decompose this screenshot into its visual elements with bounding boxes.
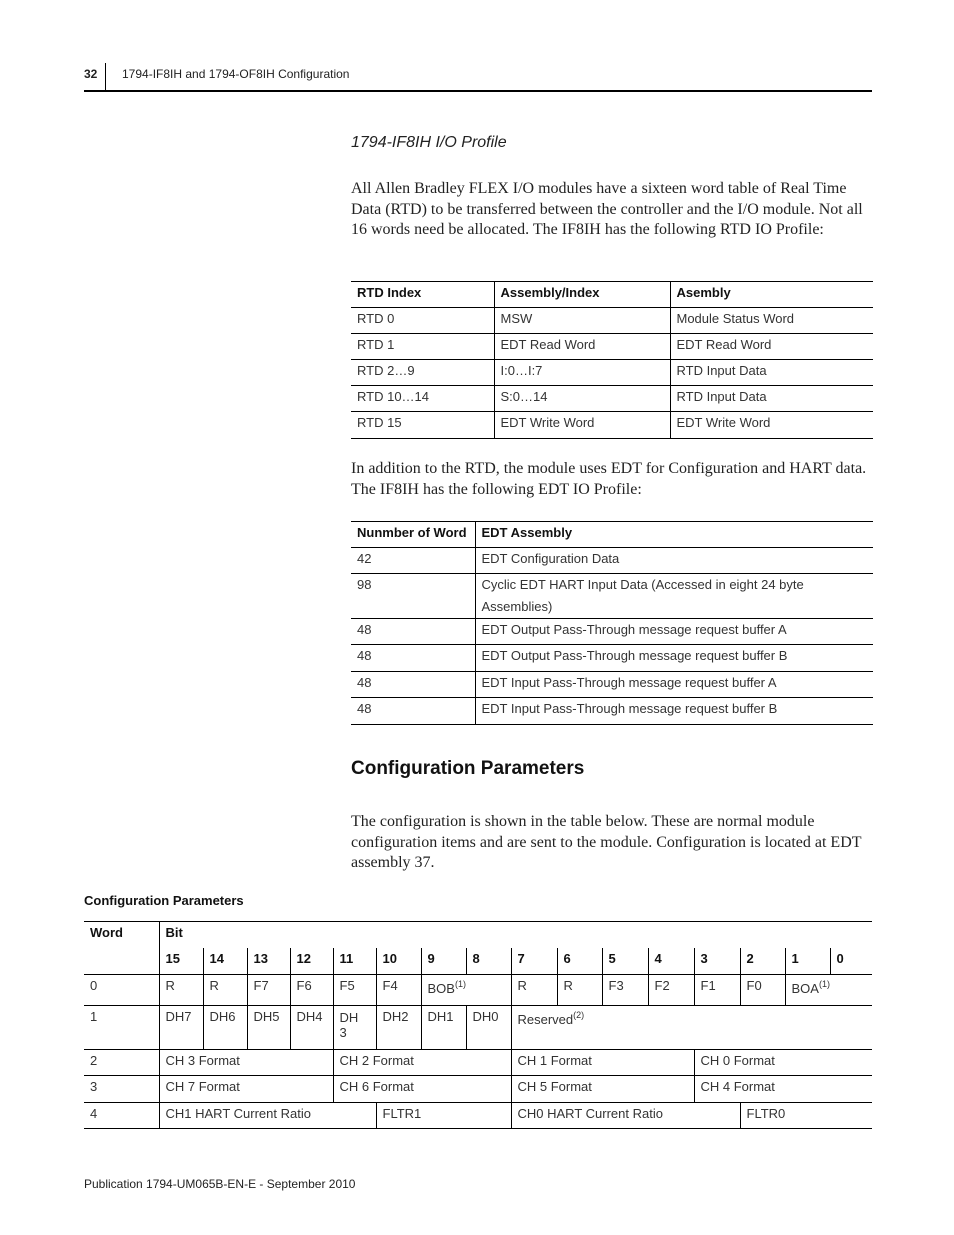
table-cell: DH4: [290, 1006, 333, 1050]
bit-15: 15: [159, 948, 203, 975]
rtd-header-assembly: Asembly: [670, 282, 873, 308]
table-row: [351, 672, 873, 698]
table-cell: 48: [357, 622, 372, 637]
table-cell: FLTR1: [376, 1103, 511, 1129]
running-title: 1794-IF8IH and 1794-OF8IH Configuration: [122, 67, 350, 81]
table-cell: CH 7 Format: [159, 1076, 333, 1103]
table-cell: R: [511, 975, 557, 1006]
table-cell: F2: [648, 975, 694, 1006]
header-divider: [105, 63, 106, 92]
table-cell: F7: [247, 975, 290, 1006]
table-cell: DH5: [247, 1006, 290, 1050]
table-cell: DH6: [203, 1006, 247, 1050]
table-cell: 42: [357, 551, 372, 566]
table-row: [84, 1006, 872, 1050]
table-cell: I:0…I:7: [494, 360, 670, 386]
bit-5: 5: [602, 948, 648, 975]
table-cell: RTD 1: [357, 337, 395, 352]
table-cell: CH 3 Format: [159, 1050, 333, 1076]
table-row: [351, 308, 873, 334]
io-profile-heading: 1794-IF8IH I/O Profile: [351, 134, 507, 151]
table-cell: R: [557, 975, 602, 1006]
table-row: [351, 574, 873, 619]
table-row: [351, 698, 873, 725]
table-cell: CH 1 Format: [511, 1050, 694, 1076]
rtd-table: [351, 281, 873, 439]
table-cell: CH1 HART Current Ratio: [159, 1103, 376, 1129]
table-cell: Cyclic EDT HART Input Data (Accessed in eight 24 byte Assemblies): [475, 574, 873, 619]
table-cell: EDT Write Word: [670, 412, 873, 439]
config-header-word: Word: [90, 925, 123, 940]
table-cell: CH 2 Format: [333, 1050, 511, 1076]
word-cell: 3: [90, 1079, 98, 1094]
word-cell: 1: [90, 1009, 98, 1024]
table-cell: CH 0 Format: [694, 1050, 872, 1076]
bit-3: 3: [694, 948, 740, 975]
table-row: [351, 360, 873, 386]
word-cell: 0: [90, 978, 98, 993]
table-cell: EDT Output Pass-Through message request buffer B: [475, 645, 873, 672]
reserved-cell: [511, 1006, 872, 1050]
footer-publication: Publication 1794-UM065B-EN-E - September 2010: [84, 1177, 356, 1191]
bit-10: 10: [376, 948, 421, 975]
table-cell: EDT Write Word: [494, 412, 670, 439]
page-number: 32: [84, 67, 98, 81]
bit-7: 7: [511, 948, 557, 975]
header-rule: [84, 90, 872, 92]
word-cell: 2: [90, 1053, 98, 1068]
table-cell: RTD 2…9: [357, 363, 415, 378]
table-cell: FLTR0: [740, 1103, 872, 1129]
boa-footnote: (1): [818, 979, 830, 989]
bit-1: 1: [785, 948, 830, 975]
edt-header-number: Nunmber of Word: [357, 525, 467, 540]
bit-6: 6: [557, 948, 602, 975]
table-cell: DH7: [159, 1006, 203, 1050]
table-cell: RTD Input Data: [670, 360, 873, 386]
table-cell: EDT Read Word: [670, 334, 873, 360]
bit-4: 4: [648, 948, 694, 975]
config-heading: Configuration Parameters: [351, 758, 585, 779]
edt-intro: In addition to the RTD, the module uses EDT for Configuration and HART data. The IF8IH has the following EDT IO Profile:: [351, 460, 867, 498]
bob-cell: [421, 975, 511, 1006]
edt-header-assembly: EDT Assembly: [475, 522, 873, 548]
table-cell: EDT Read Word: [494, 334, 670, 360]
boa-label: BOA: [791, 981, 819, 996]
table-row: [351, 412, 873, 439]
table-cell: F3: [602, 975, 648, 1006]
table-cell: DH1: [421, 1006, 466, 1050]
table-cell: EDT Output Pass-Through message request buffer A: [475, 619, 873, 645]
table-row: [84, 1076, 872, 1103]
edt-table: [351, 521, 873, 725]
table-cell: R: [159, 975, 203, 1006]
boa-cell: [785, 975, 872, 1006]
bit-9: 9: [421, 948, 466, 975]
table-row: [84, 1103, 872, 1129]
table-cell: RTD 15: [357, 415, 402, 430]
table-cell: 98: [357, 577, 372, 592]
bit-13: 13: [247, 948, 290, 975]
table-cell: F0: [740, 975, 785, 1006]
rtd-header-index: RTD Index: [357, 285, 422, 300]
bit-0: 0: [830, 948, 872, 975]
table-cell: CH 5 Format: [511, 1076, 694, 1103]
table-cell: [333, 1006, 376, 1050]
bit-header-row: [84, 948, 872, 975]
table-cell: RTD 0: [357, 311, 395, 326]
reserved-footnote: (2): [573, 1010, 585, 1020]
table-cell: CH 6 Format: [333, 1076, 511, 1103]
bit-2: 2: [740, 948, 785, 975]
table-cell: CH 4 Format: [694, 1076, 872, 1103]
config-table: [84, 921, 872, 1129]
config-body: The configuration is shown in the table below. These are normal module configuration items and are sent to the module. Configuration is located at EDT assembly 37.: [351, 813, 862, 871]
table-cell: MSW: [494, 308, 670, 334]
table-cell: DH0: [466, 1006, 511, 1050]
table-cell: EDT Input Pass-Through message request buffer A: [475, 672, 873, 698]
bit-12: 12: [290, 948, 333, 975]
bit-11: 11: [333, 948, 376, 975]
bit-8: 8: [466, 948, 511, 975]
table-cell: EDT Configuration Data: [475, 548, 873, 574]
bit-14: 14: [203, 948, 247, 975]
table-cell: F5: [333, 975, 376, 1006]
table-row: [84, 975, 872, 1006]
table-cell: DH2: [376, 1006, 421, 1050]
table-cell: 48: [357, 648, 372, 663]
dh3-label: DH 3: [339, 1010, 359, 1040]
table-cell: Module Status Word: [670, 308, 873, 334]
table-cell: 48: [357, 675, 372, 690]
table-row: [351, 548, 873, 574]
table-cell: RTD 10…14: [357, 389, 430, 404]
io-profile-intro: All Allen Bradley FLEX I/O modules have a sixteen word table of Real Time Data (RTD) to be transferred between the controller and the I/O module. Not all 16 words need be allocated. The IF8IH has the following RTD IO Profile:: [351, 180, 863, 238]
table-row: [351, 619, 873, 645]
table-cell: F1: [694, 975, 740, 1006]
word-cell: 4: [90, 1106, 98, 1121]
rtd-header-assembly-index: Assembly/Index: [494, 282, 670, 308]
config-table-title: Configuration Parameters: [84, 893, 244, 908]
bob-label: BOB: [427, 981, 455, 996]
table-row: [351, 386, 873, 412]
table-cell: R: [203, 975, 247, 1006]
table-row: [84, 1050, 872, 1076]
table-cell: F4: [376, 975, 421, 1006]
table-cell: S:0…14: [494, 386, 670, 412]
bob-footnote: (1): [454, 979, 466, 989]
table-cell: CH0 HART Current Ratio: [511, 1103, 740, 1129]
table-cell: 48: [357, 701, 372, 716]
table-cell: RTD Input Data: [670, 386, 873, 412]
table-row: [351, 645, 873, 672]
table-cell: F6: [290, 975, 333, 1006]
table-row: [351, 334, 873, 360]
table-cell: EDT Input Pass-Through message request buffer B: [475, 698, 873, 725]
reserved-label: Reserved: [517, 1012, 574, 1027]
config-header-bit: Bit: [159, 922, 872, 948]
